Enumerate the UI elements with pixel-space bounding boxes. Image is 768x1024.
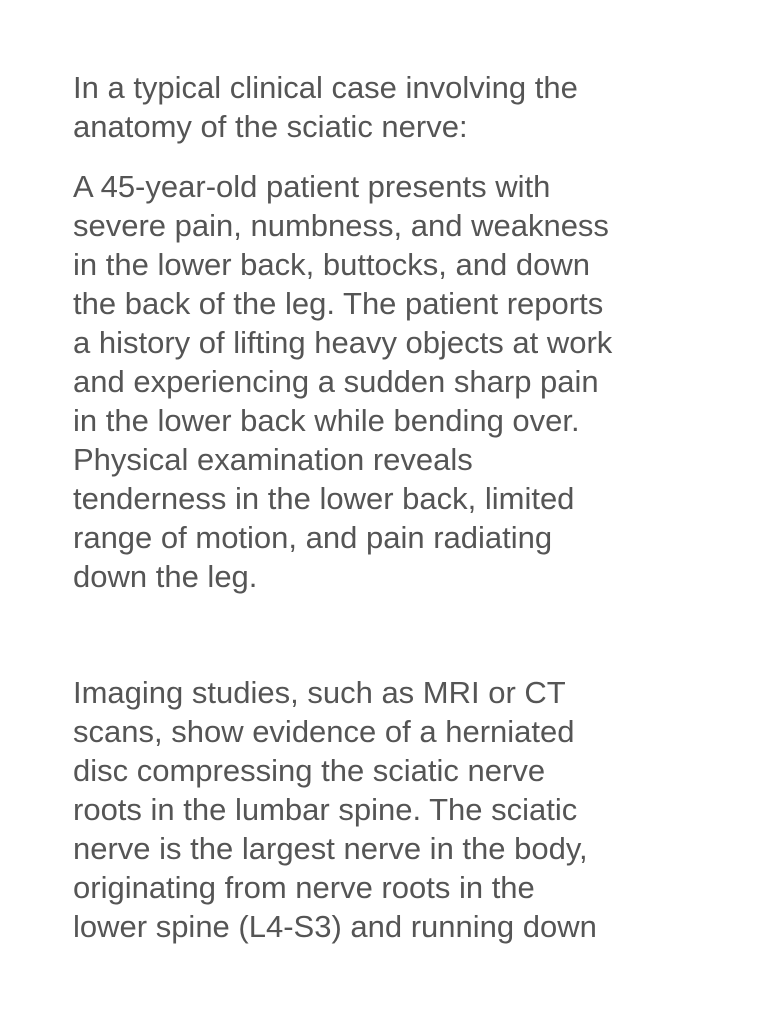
text-line: down the leg. [73,559,258,594]
text-line: in the lower back, buttocks, and down [73,247,590,282]
text-line: scans, show evidence of a herniated [73,714,575,749]
text-line: In a typical clinical case involving the [73,70,578,105]
text-line: tenderness in the lower back, limited [73,481,575,516]
document-body [73,68,713,946]
text-line: range of motion, and pain radiating [73,520,553,555]
text-line: the back of the leg. The patient reports [73,286,604,321]
text-line: lower spine (L4-S3) and running down [73,909,597,944]
text-line: in the lower back while bending over. [73,403,580,438]
text-line: anatomy of the sciatic nerve: [73,109,468,144]
text-line: Physical examination reveals [73,442,473,477]
text-line: Imaging studies, such as MRI or CT [73,675,566,710]
text-line: disc compressing the sciatic nerve [73,753,546,788]
case-presentation-paragraph [73,167,713,596]
text-line: roots in the lumbar spine. The sciatic [73,792,578,827]
text-line: A 45-year-old patient presents with [73,169,551,204]
text-line: originating from nerve roots in the [73,870,535,905]
paragraph-gap [73,596,713,673]
text-line: severe pain, numbness, and weakness [73,208,609,243]
text-line: a history of lifting heavy objects at work [73,325,613,360]
text-line: nerve is the largest nerve in the body, [73,831,588,866]
intro-paragraph [73,68,713,146]
text-line: and experiencing a sudden sharp pain [73,364,599,399]
imaging-paragraph [73,673,713,946]
